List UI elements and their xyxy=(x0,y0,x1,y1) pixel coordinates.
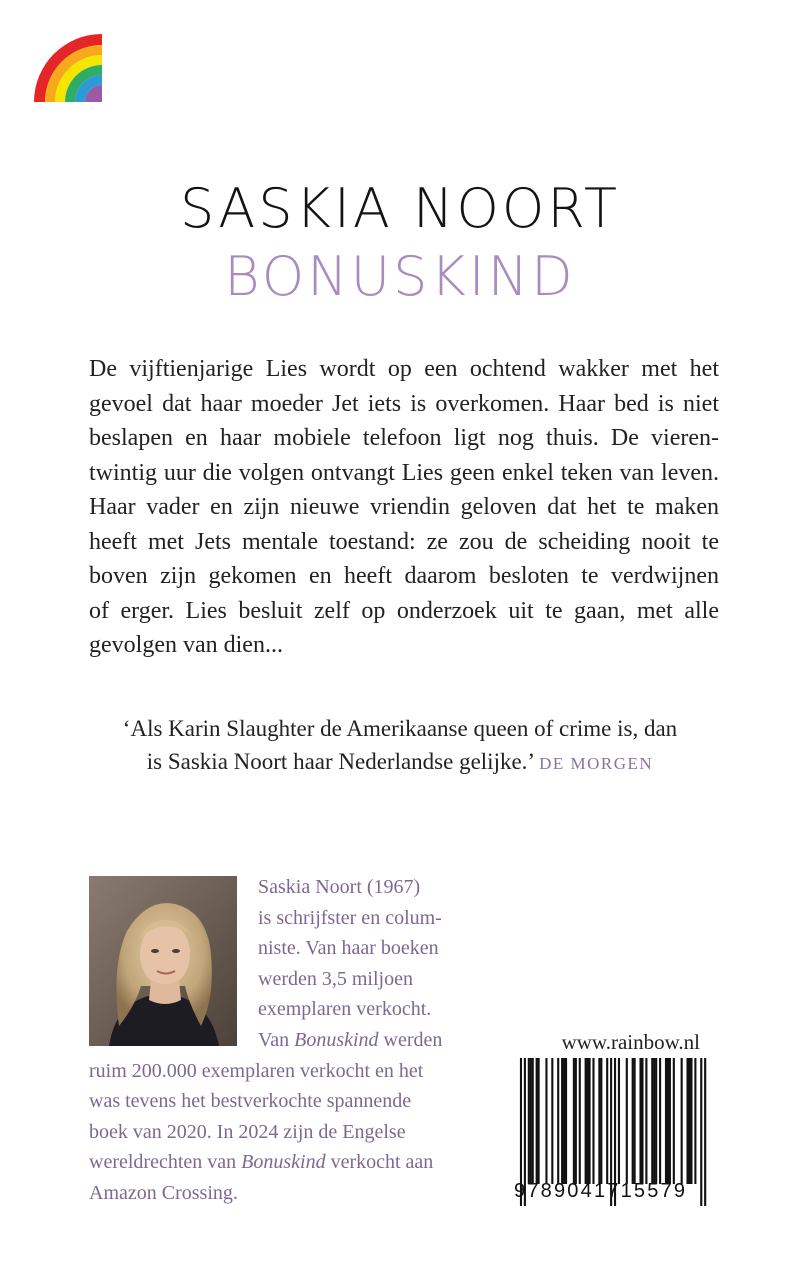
blurb-line: of erger. Lies besluit zelf op onderzoek uit te gaan, met alle xyxy=(89,597,719,624)
review-quote xyxy=(80,712,720,780)
barcode-bar xyxy=(641,1058,643,1184)
blurb-line: gevolgen van dien... xyxy=(89,632,283,658)
barcode-bar xyxy=(532,1058,534,1184)
blurb-line: boven zijn gekomen en heeft daarom besloten te verdwijnen xyxy=(89,563,719,589)
bio-line xyxy=(89,1025,489,1056)
barcode-bar xyxy=(600,1058,602,1184)
quote-line: ‘Als Karin Slaughter de Amerikaanse queen of crime is, dan xyxy=(122,716,678,741)
barcode-bar xyxy=(694,1058,696,1184)
barcode-bar xyxy=(606,1058,608,1184)
blurb-line: Haar vader en zijn nieuwe vriendin geloven dat het te maken xyxy=(89,494,719,520)
bio-book-title: Bonuskind xyxy=(294,1028,379,1051)
isbn-number: 9789041715579 xyxy=(514,1180,688,1202)
barcode-bar xyxy=(587,1058,589,1184)
barcode-bar xyxy=(575,1058,577,1184)
barcode-bar xyxy=(538,1058,540,1184)
barcode-bar xyxy=(589,1058,591,1184)
book-title: BONUSKIND xyxy=(224,245,576,308)
barcode-bar xyxy=(592,1058,594,1184)
barcode-bar xyxy=(563,1058,565,1184)
bio-text: werden xyxy=(378,1028,443,1051)
bio-line: niste. Van haar boeken xyxy=(258,937,439,960)
author-name: SASKIA NOORT xyxy=(180,177,620,240)
blurb-line: twintig uur die volgen ontvangt Lies geen enkel teken van leven. xyxy=(89,459,719,486)
bio-line: exemplaren verkocht. xyxy=(258,998,432,1021)
blurb-line: gevoel dat haar moeder Jet iets is overkomen. Haar bed is niet xyxy=(89,390,719,417)
barcode-bar xyxy=(669,1058,671,1184)
barcode-bar xyxy=(528,1058,530,1184)
barcode-bar xyxy=(665,1058,667,1184)
barcode-bar xyxy=(673,1058,675,1184)
barcode-bar xyxy=(545,1058,547,1184)
rainbow-logo xyxy=(34,34,102,102)
barcode-bar xyxy=(667,1058,669,1184)
barcode-bar xyxy=(659,1058,661,1184)
author-bio xyxy=(89,872,489,1209)
bio-line xyxy=(89,1147,489,1178)
bio-line: boek van 2020. In 2024 zijn de Engelse xyxy=(89,1120,406,1143)
barcode-bar xyxy=(565,1058,567,1184)
barcode-bar xyxy=(632,1058,634,1184)
barcode-bar xyxy=(551,1058,553,1184)
barcode-bar xyxy=(626,1058,628,1184)
barcode-bar xyxy=(639,1058,641,1184)
barcode-bar xyxy=(573,1058,575,1184)
publisher-website[interactable]: www.rainbow.nl xyxy=(561,1030,700,1054)
barcode-bar xyxy=(651,1058,653,1184)
barcode-bar xyxy=(618,1058,620,1184)
bio-book-title: Bonuskind xyxy=(241,1151,326,1174)
barcode-bar xyxy=(681,1058,683,1184)
blurb-line: beslapen en haar mobiele telefoon ligt nog thuis. De vieren- xyxy=(89,425,719,451)
bio-line: Amazon Crossing. xyxy=(89,1181,238,1204)
barcode-bar xyxy=(585,1058,587,1184)
barcode-bar xyxy=(653,1058,655,1184)
bio-line: was tevens het bestverkochte spannende xyxy=(89,1090,412,1113)
bio-line: werden 3,5 miljoen xyxy=(258,967,413,990)
barcode-bar xyxy=(634,1058,636,1184)
blurb-line: heeft met Jets mentale toestand: ze zou de scheiding nooit te xyxy=(89,528,719,555)
quote-text: is Saskia Noort haar Nederlandse gelijke.’ xyxy=(146,749,534,774)
bio-text: Van xyxy=(258,1028,295,1051)
bio-text: verkocht aan xyxy=(325,1151,434,1174)
barcode-bar xyxy=(655,1058,657,1184)
blurb-line: De vijftienjarige Lies wordt op een ochtend wakker met het xyxy=(89,356,719,382)
barcode-bar xyxy=(557,1058,559,1184)
barcode-bar xyxy=(645,1058,647,1184)
barcode-bar xyxy=(598,1058,600,1184)
barcode-bar xyxy=(690,1058,692,1184)
bio-line: is schrijfster en colum- xyxy=(258,906,442,929)
barcode-bar xyxy=(561,1058,563,1184)
blurb xyxy=(89,352,719,663)
bio-text: wereldrechten van xyxy=(89,1151,242,1174)
barcode-bar xyxy=(536,1058,538,1184)
barcode-bar xyxy=(579,1058,581,1184)
bio-line: Saskia Noort (1967) xyxy=(258,876,421,898)
quote-line-2 xyxy=(80,745,720,780)
quote-source: DE MORGEN xyxy=(539,754,654,773)
barcode-bar xyxy=(688,1058,690,1184)
barcode-bar xyxy=(530,1058,532,1184)
barcode-bar xyxy=(686,1058,688,1184)
bio-line: ruim 200.000 exemplaren verkocht en het xyxy=(89,1059,424,1082)
